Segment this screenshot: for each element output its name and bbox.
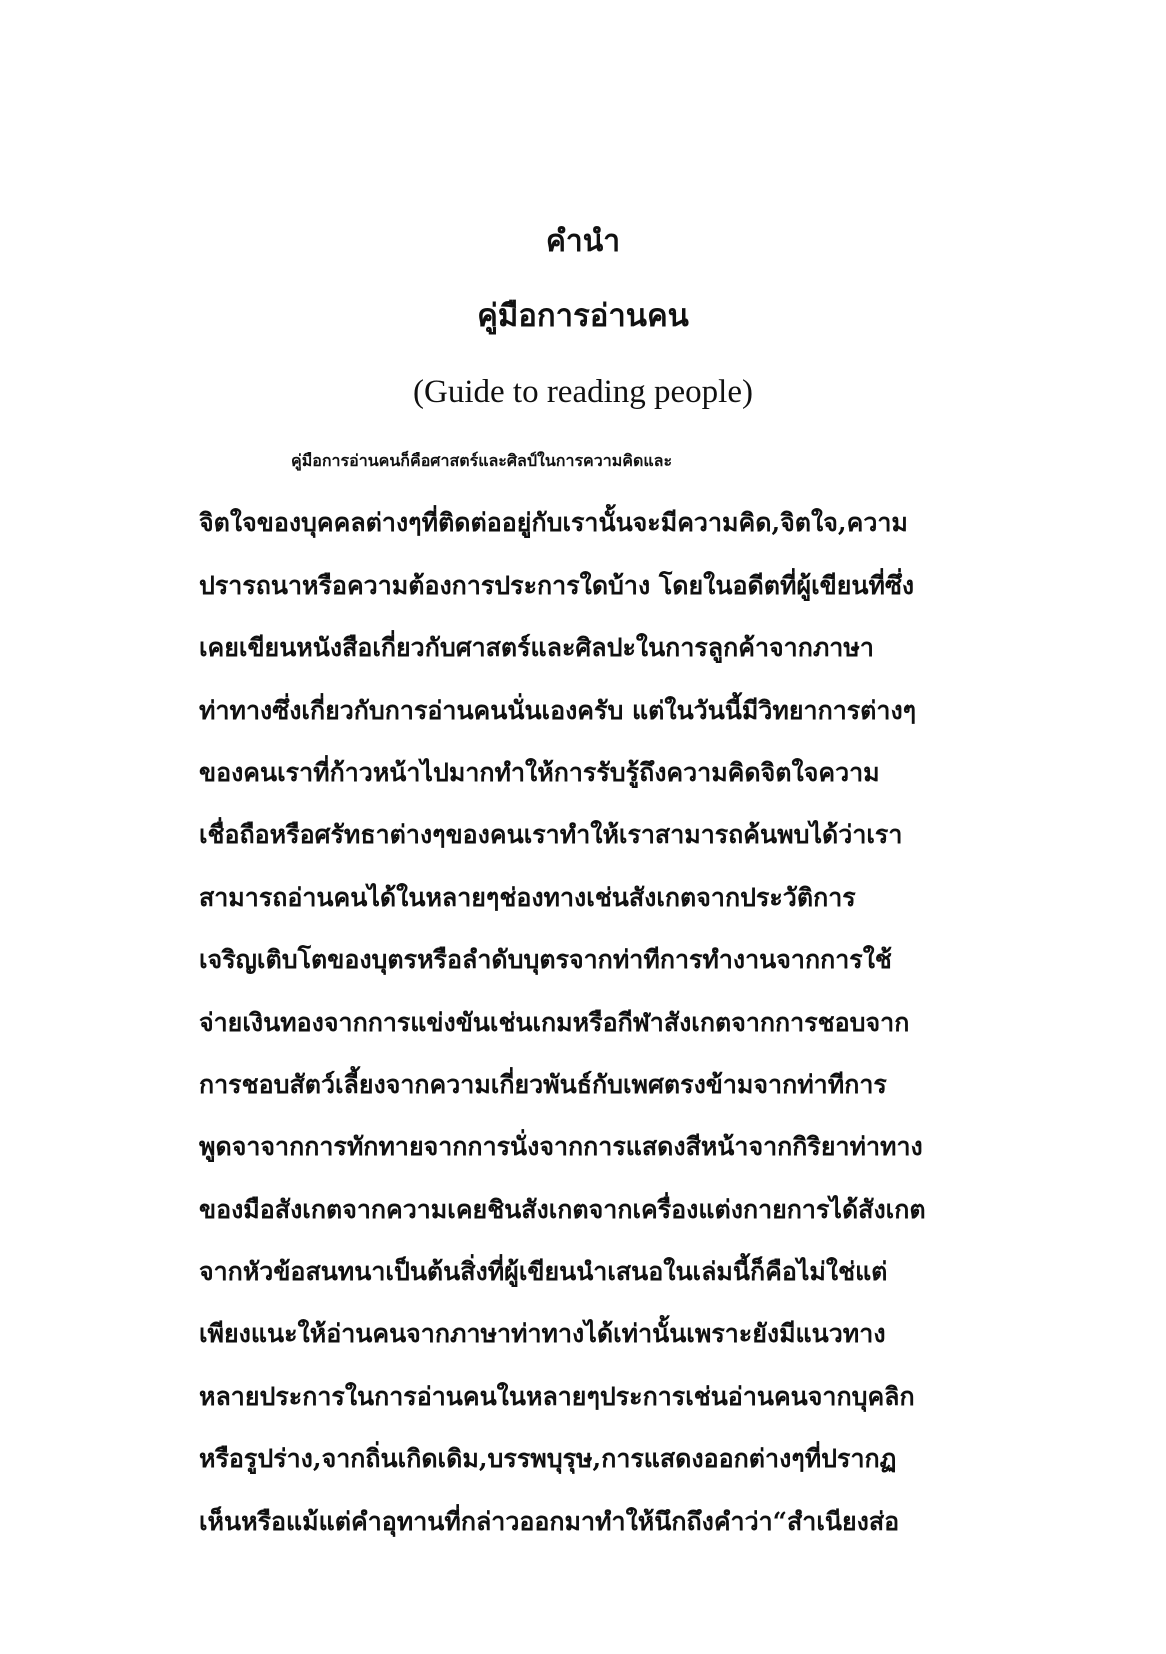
paragraph-line: หลายประการในการอ่านคนในหลายๆประการเช่นอ่านคนจากบุคลิก	[199, 1381, 915, 1411]
paragraph-line: พูดจาจากการทักทายจากการนั่งจากการแสดงสีหน้าจากกิริยาท่าทาง	[199, 1132, 923, 1162]
paragraph-line: คู่มือการอ่านคนก็คือศาสตร์และศิลป์ในการความคิดและ	[291, 451, 673, 470]
paragraph-line: ปรารถนาหรือความต้องการประการใดบ้าง โดยในอดีตที่ผู้เขียนที่ซึ่ง	[199, 570, 915, 600]
paragraph-line: เชื่อถือหรือศรัทธาต่างๆของคนเราทำให้เราสามารถค้นพบได้ว่าเรา	[199, 820, 903, 850]
paragraph-line: สามารถอ่านคนได้ในหลายๆช่องทางเช่นสังเกตจากประวัติการ	[199, 882, 856, 912]
paragraph-line: ท่าทางซึ่งเกี่ยวกับการอ่านคนนั่นเองครับ แต่ในวันนี้มีวิทยาการต่างๆ	[199, 695, 917, 725]
body-paragraph	[199, 430, 959, 1553]
english-subtitle: (Guide to reading people)	[413, 374, 753, 410]
paragraph-line: ของมือสังเกตจากความเคยชินสังเกตจากเครื่องแต่งกายการได้สังเกต	[199, 1194, 926, 1224]
paragraph-line: เจริญเติบโตของบุตรหรือลำดับบุตรจากท่าทีการทำงานจากการใช้	[199, 945, 892, 975]
paragraph-line: เคยเขียนหนังสือเกี่ยวกับศาสตร์และศิลปะในการลูกค้าจากภาษา	[199, 633, 874, 663]
book-title: คู่มือการอ่านคน	[477, 298, 689, 334]
paragraph-line: ของคนเราที่ก้าวหน้าไปมากทำให้การรับรู้ถึงความคิดจิตใจความ	[199, 757, 880, 787]
paragraph-line: จ่ายเงินทองจากการแข่งขันเช่นเกมหรือกีฬาสังเกตจากการชอบจาก	[199, 1007, 910, 1037]
paragraph-line: หรือรูปร่าง,จากถิ่นเกิดเดิม,บรรพบุรุษ,การแสดงออกต่างๆที่ปรากฏ	[199, 1444, 897, 1474]
page-heading: คำนำ	[545, 224, 621, 259]
paragraph-line: จิตใจของบุคคลต่างๆที่ติดต่ออยู่กับเรานั้นจะมีความคิด,จิตใจ,ความ	[199, 508, 908, 538]
paragraph-line: เพียงแนะให้อ่านคนจากภาษาท่าทางได้เท่านั้นเพราะยังมีแนวทาง	[199, 1319, 886, 1349]
paragraph-line: จากหัวข้อสนทนาเป็นต้นสิ่งที่ผู้เขียนนำเสนอในเล่มนี้ก็คือไม่ใช่แต่	[199, 1257, 888, 1287]
paragraph-line: เห็นหรือแม้แต่คำอุทานที่กล่าวออกมาทำให้นึกถึงคำว่า“สำเนียงส่อ	[199, 1506, 900, 1536]
paragraph-line: การชอบสัตว์เลี้ยงจากความเกี่ยวพันธ์กับเพศตรงข้ามจากท่าทีการ	[199, 1069, 887, 1099]
